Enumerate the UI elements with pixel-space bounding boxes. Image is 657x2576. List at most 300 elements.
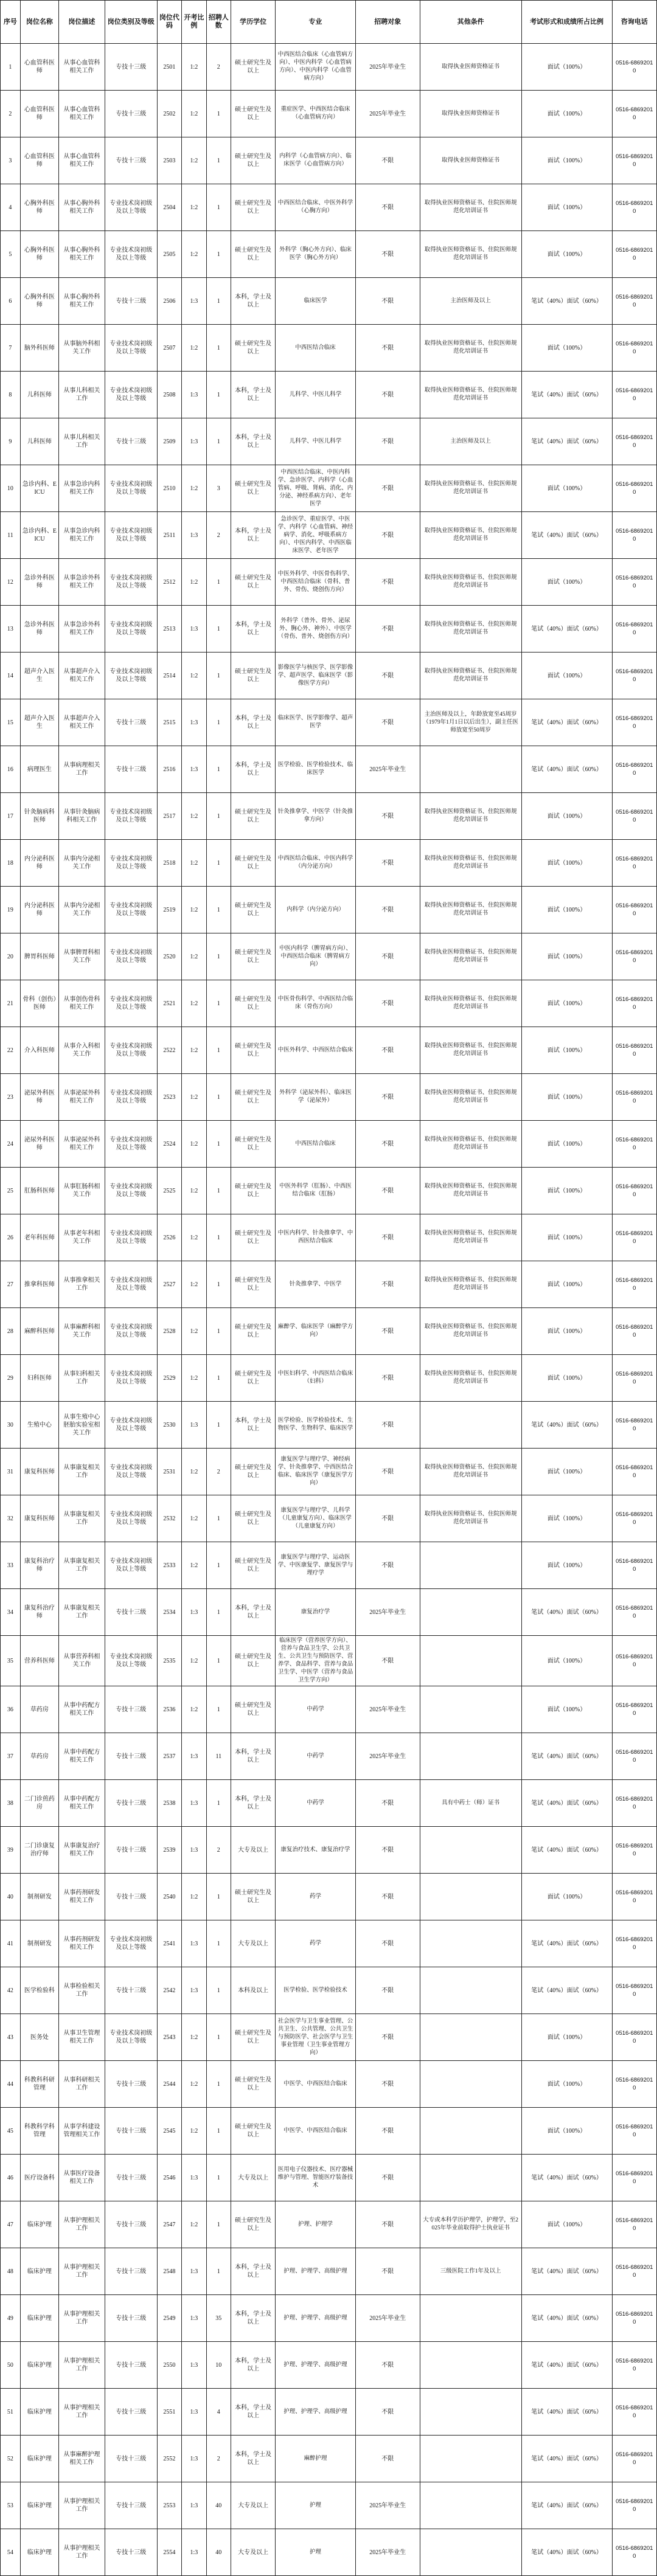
- target-cell: 2025年毕业生: [355, 1589, 420, 1636]
- target-cell: 不限: [355, 1355, 420, 1402]
- education-cell: 硕士研究生及以上: [231, 840, 275, 887]
- education-cell: 本科，学士及以上: [231, 2389, 275, 2436]
- row-number-cell: 15: [1, 699, 21, 746]
- exam-format-cell: 面试（100%）: [521, 793, 612, 840]
- education-cell: 硕士研究生及以上: [231, 1308, 275, 1355]
- hire-count-cell: 1: [206, 2108, 231, 2155]
- row-number-cell: 26: [1, 1214, 21, 1261]
- post-description-cell: 从事康复相关工作: [59, 1589, 105, 1636]
- post-description-cell: 从事药剂研发相关工作: [59, 1874, 105, 1920]
- major-cell: 康复医学与理疗学、运动医学、中医康复学、康复医学与理疗学: [276, 1542, 355, 1589]
- major-cell: 中医外科学（肛肠）、中西医结合临床（肛肠）: [276, 1168, 355, 1214]
- post-name-cell: 康复科医师: [20, 1449, 58, 1495]
- exam-ratio-cell: 1:2: [182, 1074, 206, 1121]
- phone-cell: 0516-68692010: [612, 2529, 656, 2576]
- major-cell: 重症医学、中西医结合临床（心血管病方向）: [276, 91, 355, 137]
- post-category-cell: 专业技术岗初级及以上等级: [105, 372, 157, 418]
- education-cell: 硕士研究生及以上: [231, 465, 275, 512]
- post-name-cell: 二门诊康复治疗师: [20, 1827, 58, 1874]
- hire-count-cell: 1: [206, 184, 231, 231]
- hire-count-cell: 1: [206, 1967, 231, 2014]
- hire-count-cell: 1: [206, 325, 231, 372]
- target-cell: 2025年毕业生: [355, 746, 420, 793]
- post-name-cell: 泌尿外科医师: [20, 1121, 58, 1168]
- exam-format-cell: 笔试（40%）面试（60%）: [521, 418, 612, 465]
- education-cell: 本科，学士及以上: [231, 2248, 275, 2295]
- education-cell: 硕士研究生及以上: [231, 2014, 275, 2061]
- table-row: [1, 1495, 657, 1542]
- row-number-cell: 36: [1, 1686, 21, 1733]
- post-name-cell: 康复科医师: [20, 1495, 58, 1542]
- education-cell: 硕士研究生及以上: [231, 137, 275, 184]
- education-cell: 大专及以上: [231, 2529, 275, 2576]
- exam-ratio-cell: 1:2: [182, 1214, 206, 1261]
- major-cell: 影像医学与核医学、医学影像学、超声医学、临床医学（影像医学方向）: [276, 653, 355, 699]
- exam-ratio-cell: 1:2: [182, 2014, 206, 2061]
- post-code-cell: 2506: [157, 278, 181, 325]
- header-row: [1, 1, 657, 44]
- major-cell: 中医骨伤科学、中西医结合临床（骨伤方向）: [276, 980, 355, 1027]
- exam-ratio-cell: 1:2: [182, 1449, 206, 1495]
- phone-cell: 0516-68692010: [612, 325, 656, 372]
- hire-count-cell: 1: [206, 1308, 231, 1355]
- phone-cell: 0516-68692010: [612, 559, 656, 606]
- post-category-cell: 专业技术岗初级及以上等级: [105, 1261, 157, 1308]
- exam-format-cell: 面试（100%）: [521, 1542, 612, 1589]
- post-name-cell: 医务处: [20, 2014, 58, 2061]
- phone-cell: 0516-68692010: [612, 465, 656, 512]
- row-number-cell: 44: [1, 2061, 21, 2108]
- post-category-cell: 专技十三级: [105, 2108, 157, 2155]
- education-cell: 大专及以上: [231, 1827, 275, 1874]
- post-code-cell: 2507: [157, 325, 181, 372]
- target-cell: 2025年毕业生: [355, 91, 420, 137]
- major-cell: 康复治疗学: [276, 1589, 355, 1636]
- exam-format-cell: 面试（100%）: [521, 2061, 612, 2108]
- other-conditions-cell: 取得执业医师资格证书、住院医师规范化培训证书: [420, 653, 521, 699]
- table-row: [1, 1542, 657, 1589]
- phone-cell: 0516-68692010: [612, 2389, 656, 2436]
- post-code-cell: 2519: [157, 887, 181, 933]
- row-number-cell: 48: [1, 2248, 21, 2295]
- other-conditions-cell: 取得执业医师资格证书、住院医师规范化培训证书: [420, 559, 521, 606]
- post-category-cell: 专业技术岗初级及以上等级: [105, 1121, 157, 1168]
- phone-cell: 0516-68692010: [612, 1402, 656, 1449]
- post-category-cell: 专技十三级: [105, 2155, 157, 2201]
- row-number-cell: 43: [1, 2014, 21, 2061]
- header-cell: 开考比例: [182, 1, 206, 44]
- exam-format-cell: 笔试（40%）面试（60%）: [521, 2248, 612, 2295]
- exam-ratio-cell: 1:2: [182, 933, 206, 980]
- major-cell: 药学: [276, 1920, 355, 1967]
- other-conditions-cell: [420, 2295, 521, 2342]
- major-cell: 儿科学、中医儿科学: [276, 372, 355, 418]
- exam-format-cell: 面试（100%）: [521, 1686, 612, 1733]
- table-row: [1, 512, 657, 559]
- row-number-cell: 17: [1, 793, 21, 840]
- other-conditions-cell: 取得执业医师资格证书、住院医师规范化培训证书: [420, 1214, 521, 1261]
- exam-ratio-cell: 1:2: [182, 1121, 206, 1168]
- post-description-cell: 从事内分泌相关工作: [59, 887, 105, 933]
- post-code-cell: 2544: [157, 2061, 181, 2108]
- education-cell: 硕士研究生及以上: [231, 1542, 275, 1589]
- post-description-cell: 从事内分泌相关工作: [59, 840, 105, 887]
- target-cell: 2025年毕业生: [355, 2529, 420, 2576]
- target-cell: 不限: [355, 1261, 420, 1308]
- post-name-cell: 临床护理: [20, 2389, 58, 2436]
- post-name-cell: 脑外科医师: [20, 325, 58, 372]
- target-cell: 2025年毕业生: [355, 1733, 420, 1780]
- exam-format-cell: 笔试（40%）面试（60%）: [521, 746, 612, 793]
- exam-format-cell: 面试（100%）: [521, 1168, 612, 1214]
- post-code-cell: 2529: [157, 1355, 181, 1402]
- header-cell: 岗位描述: [59, 1, 105, 44]
- education-cell: 硕士研究生及以上: [231, 1686, 275, 1733]
- exam-format-cell: 面试（100%）: [521, 1214, 612, 1261]
- major-cell: 中西医结合临床、中医内科学（内分泌方向）: [276, 840, 355, 887]
- education-cell: 本科及以上: [231, 1967, 275, 2014]
- target-cell: 不限: [355, 1074, 420, 1121]
- table-row: [1, 1121, 657, 1168]
- exam-ratio-cell: 1:3: [182, 2248, 206, 2295]
- row-number-cell: 29: [1, 1355, 21, 1402]
- exam-format-cell: 面试（100%）: [521, 1449, 612, 1495]
- target-cell: 2025年毕业生: [355, 2295, 420, 2342]
- hire-count-cell: 2: [206, 1449, 231, 1495]
- hire-count-cell: 1: [206, 1636, 231, 1686]
- phone-cell: 0516-68692010: [612, 418, 656, 465]
- target-cell: 不限: [355, 840, 420, 887]
- post-description-cell: 从事脑外科相关工作: [59, 325, 105, 372]
- target-cell: 不限: [355, 1920, 420, 1967]
- post-code-cell: 2512: [157, 559, 181, 606]
- exam-format-cell: 面试（100%）: [521, 231, 612, 278]
- major-cell: 临床医学: [276, 278, 355, 325]
- major-cell: 康复医学与理疗学、神经病学、针灸推拿学、中西医结合临床、临床医学（康复医学方向）: [276, 1449, 355, 1495]
- post-name-cell: 老年科医师: [20, 1214, 58, 1261]
- other-conditions-cell: [420, 1920, 521, 1967]
- post-name-cell: 超声介入医生: [20, 653, 58, 699]
- phone-cell: 0516-68692010: [612, 137, 656, 184]
- row-number-cell: 6: [1, 278, 21, 325]
- post-code-cell: 2501: [157, 44, 181, 91]
- post-code-cell: 2554: [157, 2529, 181, 2576]
- other-conditions-cell: [420, 2529, 521, 2576]
- row-number-cell: 37: [1, 1733, 21, 1780]
- target-cell: 不限: [355, 1495, 420, 1542]
- other-conditions-cell: [420, 2155, 521, 2201]
- other-conditions-cell: 取得执业医师资格证书、住院医师规范化培训证书: [420, 1495, 521, 1542]
- post-description-cell: 从事急诊内科相关工作: [59, 512, 105, 559]
- row-number-cell: 1: [1, 44, 21, 91]
- exam-ratio-cell: 1:2: [182, 2201, 206, 2248]
- hire-count-cell: 1: [206, 1261, 231, 1308]
- hire-count-cell: 1: [206, 231, 231, 278]
- exam-ratio-cell: 1:2: [182, 1686, 206, 1733]
- target-cell: 不限: [355, 1542, 420, 1589]
- target-cell: 不限: [355, 1402, 420, 1449]
- exam-ratio-cell: 1:2: [182, 980, 206, 1027]
- major-cell: 中药学: [276, 1686, 355, 1733]
- post-code-cell: 2535: [157, 1636, 181, 1686]
- exam-ratio-cell: 1:3: [182, 2436, 206, 2482]
- hire-count-cell: 1: [206, 699, 231, 746]
- post-name-cell: 针灸脑病科医师: [20, 793, 58, 840]
- post-description-cell: 从事卫生管理相关工作: [59, 2014, 105, 2061]
- other-conditions-cell: 取得执业医师资格证书、住院医师规范化培训证书: [420, 1121, 521, 1168]
- table-row: [1, 1402, 657, 1449]
- table-row: [1, 1355, 657, 1402]
- header-cell: 专业: [276, 1, 355, 44]
- table-row: [1, 606, 657, 653]
- row-number-cell: 32: [1, 1495, 21, 1542]
- post-description-cell: 从事康复相关工作: [59, 1542, 105, 1589]
- phone-cell: 0516-68692010: [612, 1449, 656, 1495]
- other-conditions-cell: [420, 1827, 521, 1874]
- exam-ratio-cell: 1:2: [182, 2108, 206, 2155]
- other-conditions-cell: 取得执业医师资格证书、住院医师规范化培训证书: [420, 1074, 521, 1121]
- row-number-cell: 38: [1, 1780, 21, 1827]
- post-category-cell: 专技十三级: [105, 1780, 157, 1827]
- table-row: [1, 418, 657, 465]
- table-row: [1, 1920, 657, 1967]
- table-row: [1, 2248, 657, 2295]
- education-cell: 硕士研究生及以上: [231, 2061, 275, 2108]
- post-category-cell: 专业技术岗初级及以上等级: [105, 465, 157, 512]
- row-number-cell: 18: [1, 840, 21, 887]
- post-name-cell: 临床护理: [20, 2529, 58, 2576]
- other-conditions-cell: 取得执业医师资格证书、住院医师规范化培训证书: [420, 372, 521, 418]
- education-cell: 硕士研究生及以上: [231, 1168, 275, 1214]
- phone-cell: 0516-68692010: [612, 2482, 656, 2529]
- major-cell: 康复治疗技术、康复治疗学: [276, 1827, 355, 1874]
- post-name-cell: 临床护理: [20, 2482, 58, 2529]
- post-name-cell: 医疗设备科: [20, 2155, 58, 2201]
- exam-ratio-cell: 1:3: [182, 2155, 206, 2201]
- post-description-cell: 从事针灸脑病科相关工作: [59, 793, 105, 840]
- table-row: [1, 325, 657, 372]
- target-cell: 不限: [355, 793, 420, 840]
- post-category-cell: 专业技术岗初级及以上等级: [105, 1449, 157, 1495]
- post-name-cell: 麻醉科医师: [20, 1308, 58, 1355]
- phone-cell: 0516-68692010: [612, 2201, 656, 2248]
- row-number-cell: 10: [1, 465, 21, 512]
- post-description-cell: 从事介入科相关工作: [59, 1027, 105, 1074]
- post-description-cell: 从事急诊内科相关工作: [59, 465, 105, 512]
- hire-count-cell: 1: [206, 2201, 231, 2248]
- other-conditions-cell: 主治医师及以上: [420, 418, 521, 465]
- education-cell: 本科，学士及以上: [231, 278, 275, 325]
- row-number-cell: 28: [1, 1308, 21, 1355]
- major-cell: 中医外科学、中医骨伤科学、中西医结合临床（骨科、普外、骨伤、烧创伤方向）: [276, 559, 355, 606]
- row-number-cell: 9: [1, 418, 21, 465]
- hire-count-cell: 1: [206, 278, 231, 325]
- post-code-cell: 2531: [157, 1449, 181, 1495]
- hire-count-cell: 40: [206, 2482, 231, 2529]
- major-cell: 护理、护理学、高级护理: [276, 2389, 355, 2436]
- education-cell: 硕士研究生及以上: [231, 2108, 275, 2155]
- phone-cell: 0516-68692010: [612, 2295, 656, 2342]
- post-description-cell: 从事护理相关工作: [59, 2342, 105, 2389]
- target-cell: 不限: [355, 1874, 420, 1920]
- header-cell: 咨询电话: [612, 1, 656, 44]
- target-cell: 不限: [355, 1214, 420, 1261]
- table-row: [1, 2155, 657, 2201]
- post-code-cell: 2520: [157, 933, 181, 980]
- exam-format-cell: 面试（100%）: [521, 465, 612, 512]
- major-cell: 社会医学与卫生事业管理、公共卫生、公共管理、公共卫生与预防医学、社会医学与卫生事业管理（卫生事业管理方向）: [276, 2014, 355, 2061]
- table-row: [1, 793, 657, 840]
- phone-cell: 0516-68692010: [612, 1589, 656, 1636]
- post-name-cell: 心胸外科医师: [20, 184, 58, 231]
- other-conditions-cell: [420, 746, 521, 793]
- other-conditions-cell: 取得执业医师资格证书、住院医师规范化培训证书: [420, 1027, 521, 1074]
- phone-cell: 0516-68692010: [612, 1214, 656, 1261]
- exam-format-cell: 笔试（40%）面试（60%）: [521, 2155, 612, 2201]
- education-cell: 硕士研究生及以上: [231, 44, 275, 91]
- target-cell: 不限: [355, 887, 420, 933]
- post-code-cell: 2517: [157, 793, 181, 840]
- hire-count-cell: 10: [206, 2342, 231, 2389]
- target-cell: 不限: [355, 1449, 420, 1495]
- row-number-cell: 11: [1, 512, 21, 559]
- major-cell: 医学检验、医学检验技术、临床医学: [276, 746, 355, 793]
- table-row: [1, 2014, 657, 2061]
- table-row: [1, 231, 657, 278]
- target-cell: 不限: [355, 1308, 420, 1355]
- exam-format-cell: 笔试（40%）面试（60%）: [521, 1920, 612, 1967]
- exam-ratio-cell: 1:3: [182, 372, 206, 418]
- exam-format-cell: 笔试（40%）面试（60%）: [521, 2389, 612, 2436]
- post-name-cell: 临床护理: [20, 2201, 58, 2248]
- major-cell: 医学检验、医学检验技术: [276, 1967, 355, 2014]
- table-row: [1, 2201, 657, 2248]
- exam-ratio-cell: 1:2: [182, 1261, 206, 1308]
- hire-count-cell: 1: [206, 1214, 231, 1261]
- hire-count-cell: 2: [206, 512, 231, 559]
- major-cell: 急诊医学、重症医学、中医学、内科学（心血管病、神经病学、消化、呼吸系病方向）、中医内科学、中西医临床医学、老年医学: [276, 512, 355, 559]
- exam-format-cell: 笔试（40%）面试（60%）: [521, 372, 612, 418]
- post-name-cell: 内分泌科医师: [20, 840, 58, 887]
- post-category-cell: 专业技术岗初级及以上等级: [105, 1027, 157, 1074]
- post-description-cell: 从事泌尿外科相关工作: [59, 1074, 105, 1121]
- exam-ratio-cell: 1:2: [182, 887, 206, 933]
- post-name-cell: 草药房: [20, 1686, 58, 1733]
- phone-cell: 0516-68692010: [612, 1261, 656, 1308]
- education-cell: 硕士研究生及以上: [231, 91, 275, 137]
- other-conditions-cell: 大专或本科学历护理学，护理学，至2025年毕业前取得护士执业证书: [420, 2201, 521, 2248]
- post-category-cell: 专技十三级: [105, 2436, 157, 2482]
- major-cell: 麻醉护理: [276, 2436, 355, 2482]
- table-row: [1, 980, 657, 1027]
- post-code-cell: 2534: [157, 1589, 181, 1636]
- hire-count-cell: 2: [206, 1827, 231, 1874]
- exam-format-cell: 面试（100%）: [521, 653, 612, 699]
- exam-ratio-cell: 1:3: [182, 1589, 206, 1636]
- target-cell: 不限: [355, 933, 420, 980]
- post-category-cell: 专技十三级: [105, 278, 157, 325]
- post-category-cell: 专业技术岗初级及以上等级: [105, 606, 157, 653]
- phone-cell: 0516-68692010: [612, 231, 656, 278]
- table-row: [1, 840, 657, 887]
- post-description-cell: 从事学科建设管理相关工作: [59, 2108, 105, 2155]
- hire-count-cell: 1: [206, 1027, 231, 1074]
- post-code-cell: 2527: [157, 1261, 181, 1308]
- major-cell: 内科学（内分泌方向）: [276, 887, 355, 933]
- post-code-cell: 2533: [157, 1542, 181, 1589]
- table-row: [1, 1214, 657, 1261]
- hire-count-cell: 3: [206, 465, 231, 512]
- post-code-cell: 2510: [157, 465, 181, 512]
- table-row: [1, 184, 657, 231]
- table-row: [1, 44, 657, 91]
- major-cell: 护理: [276, 2482, 355, 2529]
- education-cell: 硕士研究生及以上: [231, 933, 275, 980]
- target-cell: 不限: [355, 231, 420, 278]
- hire-count-cell: 1: [206, 1686, 231, 1733]
- post-name-cell: 急诊外科医师: [20, 559, 58, 606]
- exam-ratio-cell: 1:2: [182, 137, 206, 184]
- exam-format-cell: 笔试（40%）面试（60%）: [521, 512, 612, 559]
- post-name-cell: 临床护理: [20, 2436, 58, 2482]
- target-cell: 2025年毕业生: [355, 44, 420, 91]
- row-number-cell: 46: [1, 2155, 21, 2201]
- post-code-cell: 2546: [157, 2155, 181, 2201]
- other-conditions-cell: [420, 1874, 521, 1920]
- post-name-cell: 临床护理: [20, 2342, 58, 2389]
- table-row: [1, 559, 657, 606]
- hire-count-cell: 1: [206, 2061, 231, 2108]
- target-cell: 不限: [355, 606, 420, 653]
- exam-format-cell: 面试（100%）: [521, 559, 612, 606]
- hire-count-cell: 1: [206, 418, 231, 465]
- exam-format-cell: 笔试（40%）面试（60%）: [521, 2436, 612, 2482]
- post-code-cell: 2504: [157, 184, 181, 231]
- other-conditions-cell: 取得执业医师资格证书、住院医师规范化培训证书: [420, 465, 521, 512]
- phone-cell: 0516-68692010: [612, 1121, 656, 1168]
- post-description-cell: 从事护理相关工作: [59, 2295, 105, 2342]
- exam-format-cell: 面试（100%）: [521, 2201, 612, 2248]
- hire-count-cell: 1: [206, 746, 231, 793]
- post-code-cell: 2550: [157, 2342, 181, 2389]
- education-cell: 硕士研究生及以上: [231, 793, 275, 840]
- other-conditions-cell: 取得执业医师资格证书、住院医师规范化培训证书: [420, 512, 521, 559]
- row-number-cell: 5: [1, 231, 21, 278]
- education-cell: 本科，学士及以上: [231, 746, 275, 793]
- hire-count-cell: 2: [206, 2436, 231, 2482]
- other-conditions-cell: 取得执业医师资格证书、住院医师规范化培训证书: [420, 887, 521, 933]
- major-cell: 外科学（普外、骨外、泌尿外、胸心外、神外）、中医学（骨伤、普外、烧创伤方向）: [276, 606, 355, 653]
- table-row: [1, 2482, 657, 2529]
- exam-ratio-cell: 1:3: [182, 2389, 206, 2436]
- table-row: [1, 1074, 657, 1121]
- table-row: [1, 1027, 657, 1074]
- post-name-cell: 急诊外科医师: [20, 606, 58, 653]
- post-category-cell: 专业技术岗初级及以上等级: [105, 1636, 157, 1686]
- target-cell: 不限: [355, 559, 420, 606]
- target-cell: 不限: [355, 184, 420, 231]
- target-cell: 不限: [355, 278, 420, 325]
- row-number-cell: 12: [1, 559, 21, 606]
- phone-cell: 0516-68692010: [612, 746, 656, 793]
- post-description-cell: 从事药剂研发相关工作: [59, 1920, 105, 1967]
- post-name-cell: 医学检验科: [20, 1967, 58, 2014]
- hire-count-cell: 1: [206, 1355, 231, 1402]
- post-code-cell: 2541: [157, 1920, 181, 1967]
- exam-ratio-cell: 1:2: [182, 653, 206, 699]
- table-row: [1, 278, 657, 325]
- hire-count-cell: 1: [206, 372, 231, 418]
